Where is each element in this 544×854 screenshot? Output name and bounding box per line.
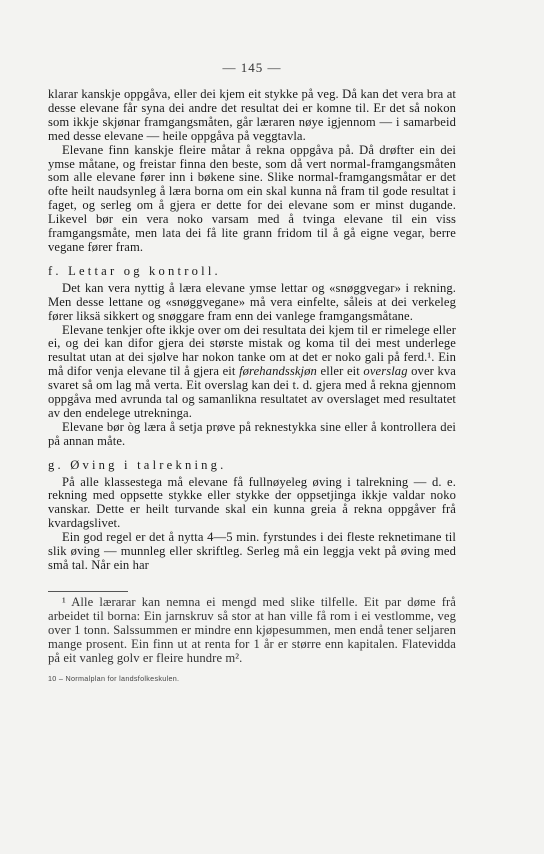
paragraph-shortcuts: Det kan vera nyttig å læra elevane ymse lettar og «snøggvegar» i rekning. Men desse lettane og «snøggvegane» må vera einfelte, såleis at dei verkeleg fører liksä sikkert og snøggare fram enn dei vanlege framgangsmåtane. <box>48 280 456 323</box>
section-heading-g: g. Øving i talrekning. <box>48 457 227 472</box>
paragraph-rule: Ein god regel er det å nytta 4—5 min. fyrstundes i dei fleste reknetimane til slik øving — munnleg eller skriftleg. Serleg må ein leggja vekt på øving med små tal. Når ein har <box>48 530 456 572</box>
estimation-text-2: eller eit <box>316 364 364 379</box>
paragraph-practice: På alle klassestega må elevane få fullnøyeleg øving i talrekning — d. e. rekning med oppsette stykke eller stykke der oppsetjinga ikkje valdar noko vanskar. Dette er heilt turvande skal ein kunna greia å rekna oppgåver frå kvardagslivet. <box>48 474 456 531</box>
estimation-text-3: over kva svaret så om lag må verta. Eit overslag kan dei t. d. gjera med å rekna gjennom oppgåva med avrunda tal og samanlikna resultatet av overslaget med resultatet av den endelege utrekninga. <box>48 364 456 420</box>
paragraph-estimation <box>48 324 456 421</box>
footnote-divider <box>48 591 128 592</box>
estimation-text-1: Elevane tenkjer ofte ikkje over om dei resultata dei kjem til er rimelege eller ei, og dei kan difor gjera dei største mistak og koma til dei mest underlege resultat utan at dei sjølve har nokon tanke om at det er noko gali på ferd.¹. Ein må difor venja elevane til å gjera eit <box>48 322 456 379</box>
emphasis-overslag: overslag <box>363 364 408 379</box>
section-heading-f: f. Lettar og kontroll. <box>48 263 221 278</box>
paragraph-methods: Elevane finn kanskje fleire måtar å rekna oppgåva på. Då drøfter ein dei ymse måtane, og freistar finna den beste, som då vert normal-framgangsmåten som alle elevane fører inn i bøkene sine. Slike normal-framgangsmåtar er det ofte heilt naudsynleg å læra borna om ein skal kunna nå fram til gode resultat i faget, og serleg om å gjera er dette for dei elevane som er minst dugande. Likevel bør ein vera noko varsam med å tvinga elevane til ein viss framgangsmåte, men lata dei få lite grann fridom til å gå eigne vegar, berre vegane fører fram. <box>48 142 456 254</box>
paragraph-checking: Elevane bør òg læra å setja prøve på reknestykka sine eller å kontrollera dei på annan måte. <box>48 419 456 448</box>
print-signature: 10 – Normalplan for landsfolkeskulen. <box>48 674 180 684</box>
paragraph-continued: klarar kanskje oppgåva, eller dei kjem eit stykke på veg. Då kan det vera bra at desse elevane får syna dei andre det resultat dei er komne til. Er det så nokon som ikkje skjønar framgangsmåten, går læraren nøye igjennom — i samarbeid med desse elevane — heile oppgåva på veggtavla. <box>48 87 456 143</box>
emphasis-forehandsskjon: førehandsskjøn <box>239 364 317 379</box>
page-number: — 145 — <box>222 60 282 75</box>
footnote: ¹ Alle lærarar kan nemna ei mengd med slike tilfelle. Eit par døme frå arbeidet til borna: Ein jarnskruv så stor at han ville få rom i ei vestlomme, veg over 1 tonn. Salssummen er mindre enn kjøpesummen, men endå tener seljaren mange prosent. Ein finn ut at renta for 1 år er større enn kapitalen. Flatevidda på eit vanleg golv er fleire hundre m². <box>48 594 456 665</box>
page-body <box>48 88 456 683</box>
